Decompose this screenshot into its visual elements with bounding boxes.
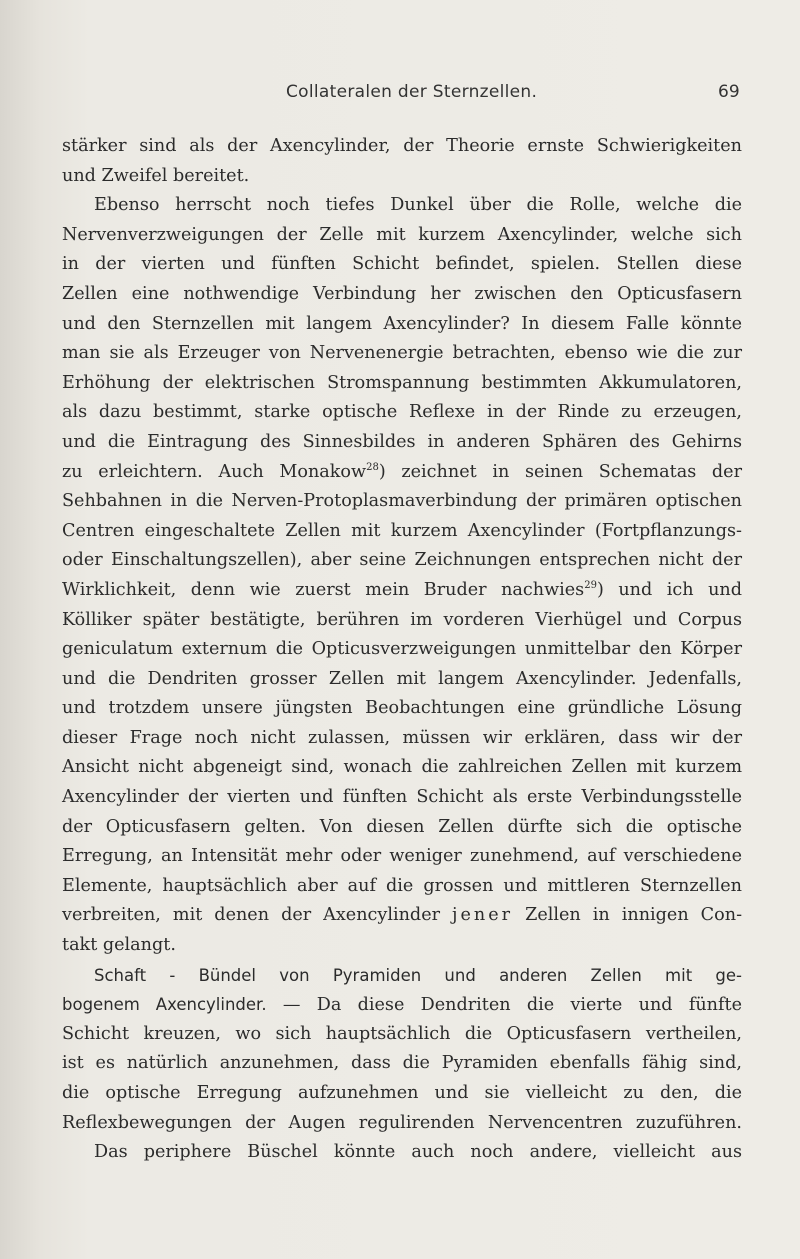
- page-number: 69: [718, 82, 740, 102]
- text-line: Ansicht nicht abgeneigt sind, wonach die zahlreichen Zellen mit kurzem: [62, 757, 742, 778]
- text-line: [62, 458, 742, 488]
- text-line: als dazu bestimmt, starke optische Reflexe in der Rinde zu erzeugen,: [62, 402, 742, 423]
- paragraph-start: Ebenso herrscht noch tiefes Dunkel über die Rolle, welche die: [94, 195, 742, 216]
- text-fragment: zu erleichtern. Auch Monakow: [62, 461, 367, 482]
- text-line: Zellen eine nothwendige Verbindung her zwischen den Opticusfasern: [62, 283, 742, 304]
- emphasis-spaced: jener: [452, 905, 514, 926]
- text-line: und die Dendriten grosser Zellen mit langem Axencylinder. Jedenfalls,: [62, 668, 742, 689]
- text-line: und Zweifel bereitet.: [62, 165, 250, 186]
- body-text: [62, 132, 742, 1168]
- text-fragment: — Da diese Dendriten die vierte und fünfte: [266, 995, 743, 1016]
- text-line: und trotzdem unsere jüngsten Beobachtungen eine gründliche Lösung: [62, 698, 742, 719]
- text-fragment: ) zeichnet in seinen Schematas der: [378, 461, 742, 482]
- text-line: Das periphere Büschel könnte auch noch andere, vielleicht aus: [94, 1142, 742, 1163]
- text-line: [62, 901, 742, 931]
- text-line: Sehbahnen in die Nerven-Protoplasmaverbindung der primären optischen: [62, 491, 742, 512]
- text-line: man sie als Erzeuger von Nervenenergie betrachten, ebenso wie die zur: [62, 343, 742, 364]
- text-line: Elemente, hauptsächlich aber auf die grossen und mittleren Sternzellen: [62, 875, 742, 896]
- text-line: der Opticusfasern gelten. Von diesen Zellen dürfte sich die optische: [62, 816, 742, 837]
- text-line: die optische Erregung aufzunehmen und sie vielleicht zu den, die: [62, 1083, 742, 1103]
- text-line: Kölliker später bestätigte, berühren im vorderen Vierhügel und Corpus: [62, 609, 742, 630]
- text-fragment: ) und ich und: [596, 579, 742, 600]
- page-header: [0, 82, 800, 112]
- text-line: Schicht kreuzen, wo sich hauptsächlich die Opticusfasern vertheilen,: [62, 1023, 742, 1044]
- text-line: Erregung, an Intensität mehr oder weniger zunehmend, auf verschiedene: [62, 846, 742, 867]
- text-line: in der vierten und fünften Schicht befindet, spielen. Stellen diese: [62, 254, 742, 275]
- text-line: Axencylinder der vierten und fünften Schicht als erste Verbindungsstelle: [62, 787, 742, 808]
- text-line: und den Sternzellen mit langem Axencylinder? In diesem Falle könnte: [62, 313, 742, 334]
- text-line: dieser Frage noch nicht zulassen, müssen wir erklären, dass wir der: [62, 727, 742, 748]
- text-line: Nervenverzweigungen der Zelle mit kurzem Axencylinder, welche sich: [62, 224, 742, 245]
- text-fragment: Wirklichkeit, denn wie zuerst mein Bruder nachwies: [62, 579, 585, 600]
- text-line: [62, 990, 742, 1020]
- text-line: Erhöhung der elektrischen Stromspannung bestimmten Akkumulatoren,: [62, 372, 742, 393]
- text-line: takt gelangt.: [62, 935, 176, 956]
- text-line: [62, 576, 742, 606]
- text-fragment: Zellen in innigen Con-: [525, 905, 743, 926]
- text-fragment: verbreiten, mit denen der Axencylinder: [62, 905, 441, 926]
- text-line: geniculatum externum die Opticusverzweigungen unmittelbar den Körper: [62, 639, 742, 660]
- section-heading-cont: bogenem Axencylinder.: [62, 995, 267, 1015]
- section-heading: Schaft - Bündel von Pyramiden und anderen Zellen mit ge-: [94, 965, 742, 985]
- text-line: ist es natürlich anzunehmen, dass die Pyramiden ebenfalls fähig sind,: [62, 1053, 742, 1074]
- text-line: Centren eingeschaltete Zellen mit kurzem Axencylinder (Fortpflanzungs-: [62, 520, 742, 541]
- footnote-ref: 29: [584, 579, 597, 591]
- text-line: Reflexbewegungen der Augen regulirenden Nervencentren zuzuführen.: [62, 1112, 742, 1133]
- footnote-ref: 28: [366, 461, 379, 473]
- running-title: Collateralen der Sternzellen.: [286, 82, 538, 102]
- text-line: oder Einschaltungszellen), aber seine Zeichnungen entsprechen nicht der: [62, 550, 742, 571]
- text-line: stärker sind als der Axencylinder, der Theorie ernste Schwierigkeiten: [62, 136, 742, 156]
- text-line: und die Eintragung des Sinnesbildes in anderen Sphären des Gehirns: [62, 431, 742, 452]
